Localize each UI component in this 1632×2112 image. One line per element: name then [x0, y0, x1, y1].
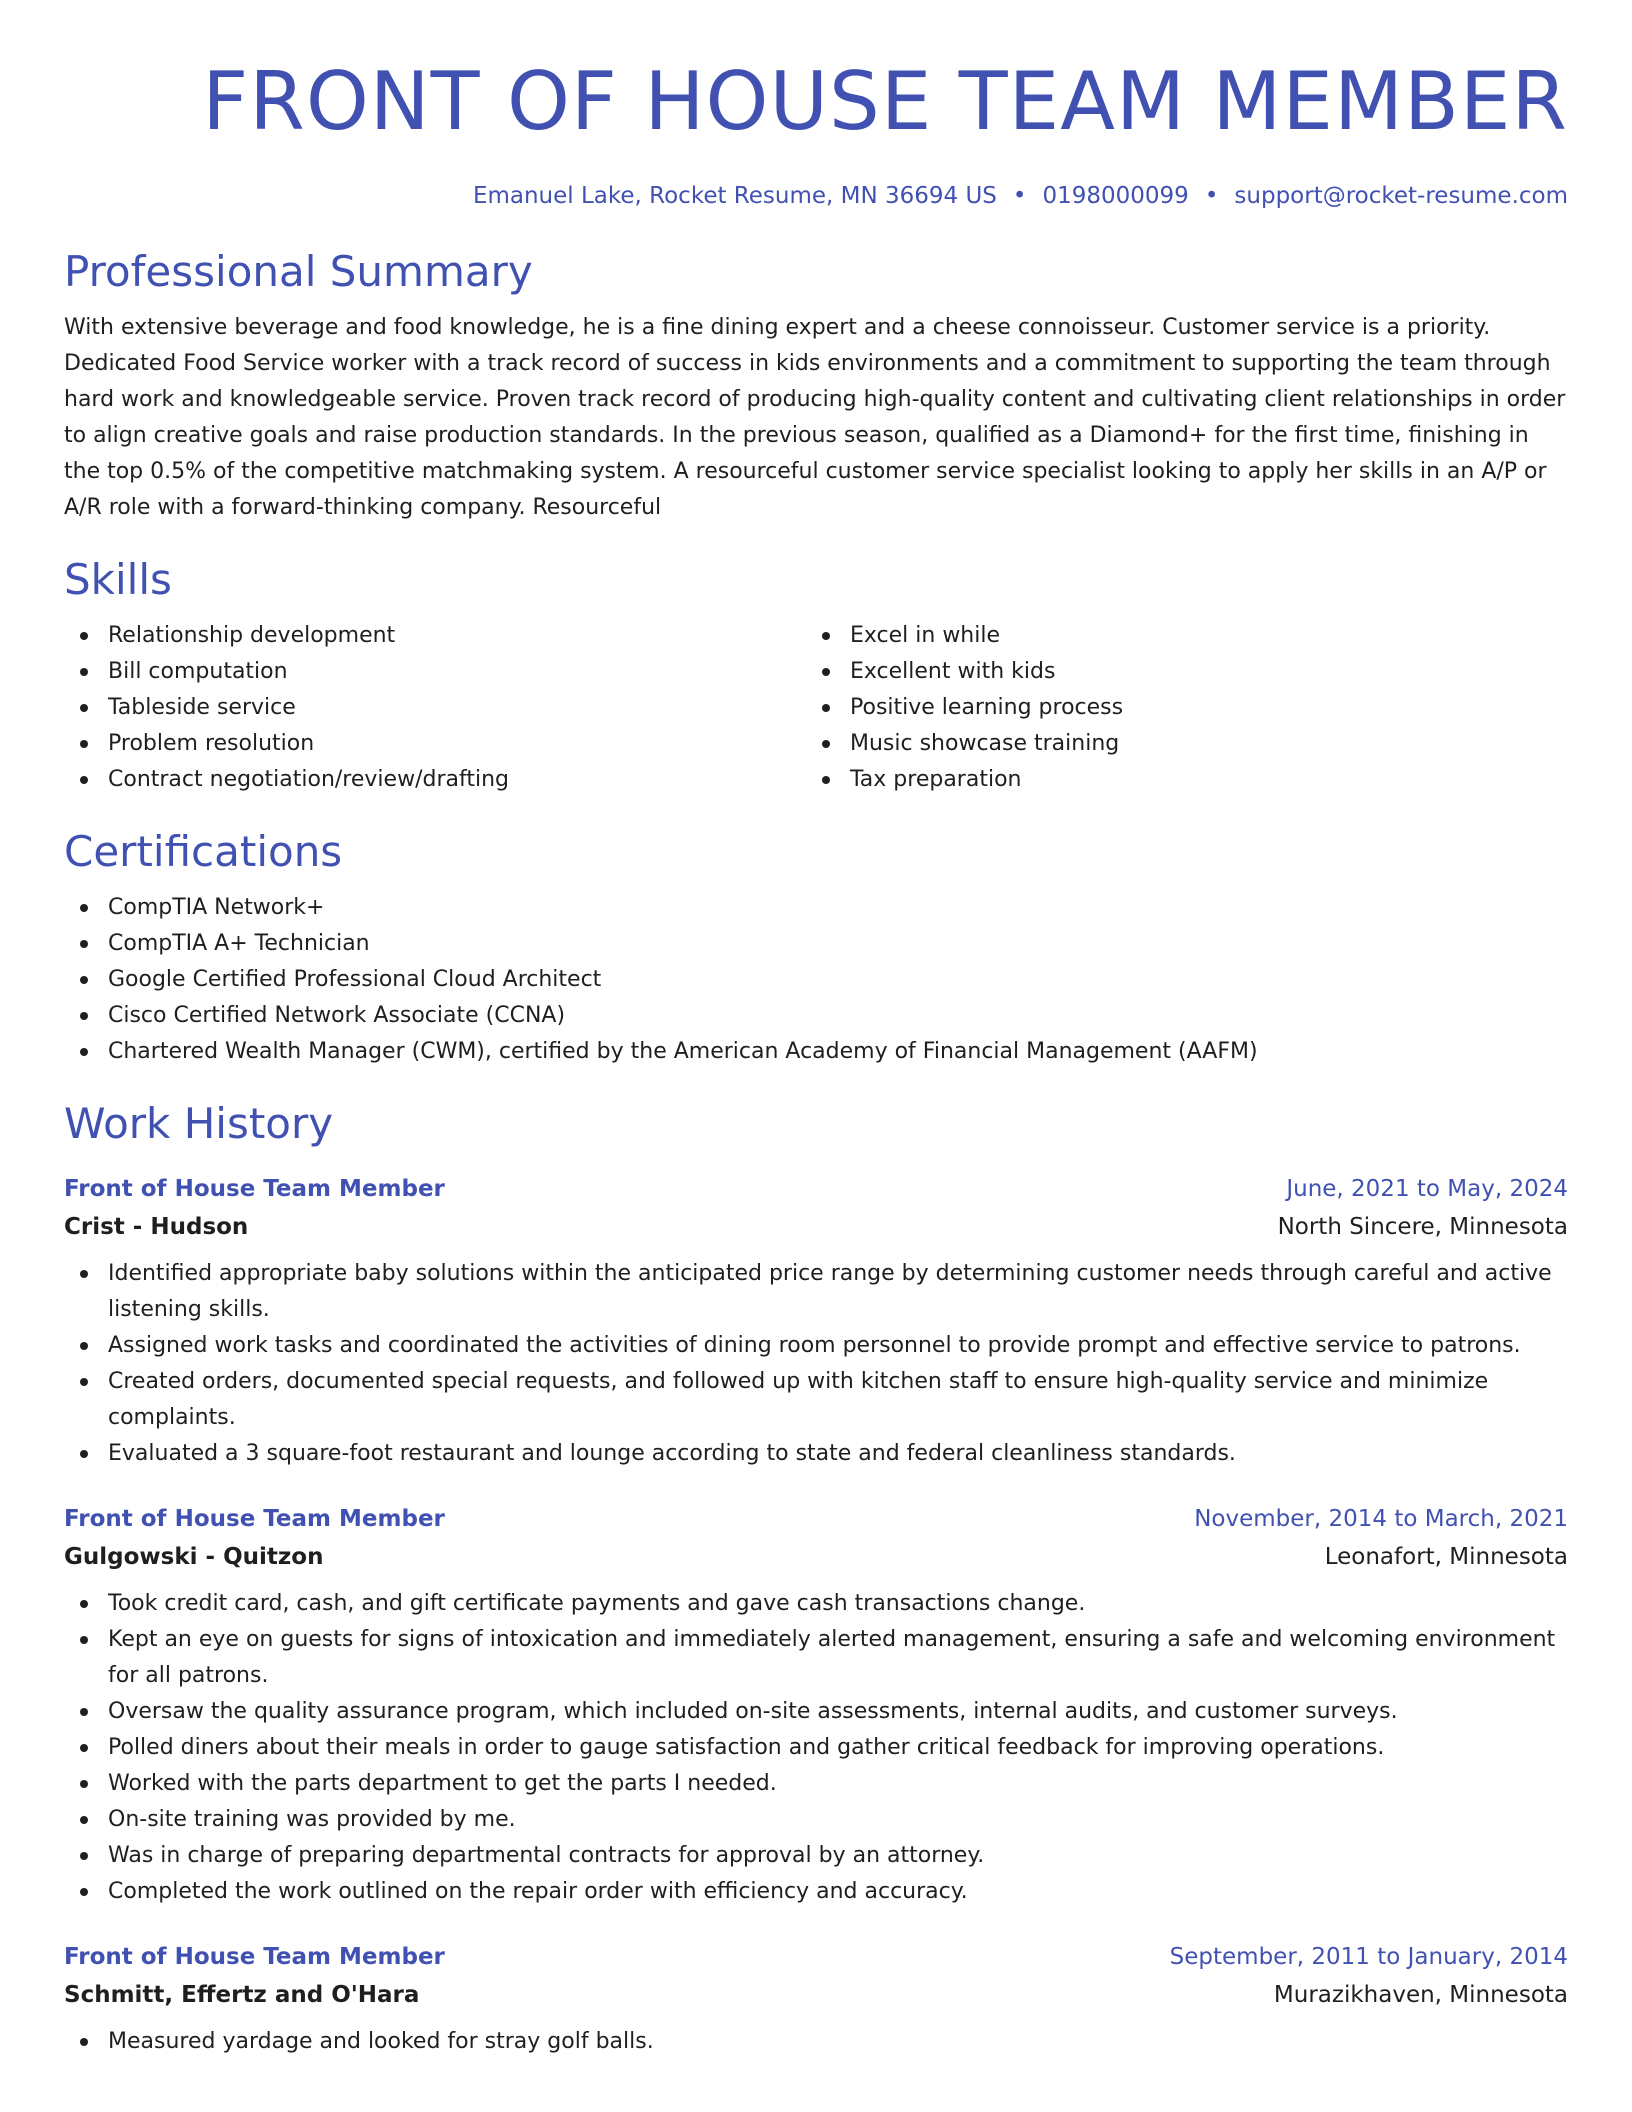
skill-item: Tableside service	[64, 690, 806, 726]
skills-list-left	[64, 618, 806, 798]
job-company: Gulgowski - Quitzon	[64, 1544, 324, 1570]
bullet-icon	[80, 1816, 88, 1824]
bullet-icon	[80, 1852, 88, 1860]
certification-item: Chartered Wealth Manager (CWM), certified by the American Academy of Financial Management (AAFM)	[64, 1034, 1568, 1070]
job-bullet: Assigned work tasks and coordinated the activities of dining room personnel to provide prompt and effective service to patrons.	[64, 1328, 1568, 1364]
job-company: Crist - Hudson	[64, 1214, 249, 1240]
bullet-icon	[822, 740, 830, 748]
resume-page	[64, 52, 1568, 2060]
bullet-icon	[80, 668, 88, 676]
job-bullet: On-site training was provided by me.	[64, 1802, 1568, 1838]
job-bullets	[64, 1256, 1568, 1472]
job-bullet: Measured yardage and looked for stray golf balls.	[64, 2024, 1568, 2060]
contact-email[interactable]: support@rocket-resume.com	[1234, 183, 1568, 209]
job-location: North Sincere, Minnesota	[1277, 1214, 1568, 1240]
job-dates: September, 2011 to January, 2014	[1169, 1944, 1568, 1970]
job-bullet: Completed the work outlined on the repair order with efficiency and accuracy.	[64, 1874, 1568, 1910]
certification-item: CompTIA A+ Technician	[64, 926, 1568, 962]
job-location: Leonafort, Minnesota	[1324, 1544, 1568, 1570]
job-header-row	[64, 1500, 1568, 1538]
job-header-row	[64, 1938, 1568, 1976]
job-dates: November, 2014 to March, 2021	[1194, 1506, 1568, 1532]
skills-heading: Skills	[64, 555, 172, 604]
bullet-icon	[80, 2038, 88, 2046]
job-dates: June, 2021 to May, 2024	[1286, 1176, 1568, 1202]
bullet-icon	[80, 1780, 88, 1788]
bullet-icon	[80, 704, 88, 712]
certification-item: Google Certified Professional Cloud Architect	[64, 962, 1568, 998]
job-bullet: Evaluated a 3 square-foot restaurant and lounge according to state and federal cleanliness standards.	[64, 1436, 1568, 1472]
skill-item: Problem resolution	[64, 726, 806, 762]
bullet-icon	[80, 976, 88, 984]
skill-item: Contract negotiation/review/drafting	[64, 762, 806, 798]
bullet-icon	[80, 1012, 88, 1020]
job-company-row	[64, 1538, 1568, 1576]
bullet-icon	[80, 904, 88, 912]
bullet-icon	[80, 1342, 88, 1350]
job-location: Murazikhaven, Minnesota	[1273, 1982, 1568, 2008]
summary-text: With extensive beverage and food knowledge, he is a fine dining expert and a cheese connoisseur. Customer service is a priority. Dedicated Food Service worker with a track record of success in kids environments and a commitment to supporting the team through hard work and knowledgeable service. Proven track record of producing high-quality content and cultivating client relationships in order to align creative goals and raise production standards. In the previous season, qualified as a Diamond+ for the first time, finishing in the top 0.5% of the competitive matchmaking system. A resourceful customer service specialist looking to apply her skills in an A/P or A/R role with a forward-thinking company. Resourceful	[64, 315, 1566, 520]
contact-phone: 0198000099	[1042, 183, 1189, 209]
bullet-icon	[80, 1636, 88, 1644]
bullet-icon	[822, 704, 830, 712]
skill-item: Bill computation	[64, 654, 806, 690]
job-entry	[64, 1500, 1568, 1910]
job-bullet: Worked with the parts department to get the parts I needed.	[64, 1766, 1568, 1802]
job-title: Front of House Team Member	[64, 1176, 445, 1202]
bullet-icon	[822, 668, 830, 676]
bullet-icon	[80, 1270, 88, 1278]
job-entry	[64, 1938, 1568, 2060]
bullet-icon	[822, 632, 830, 640]
work-history-heading: Work History	[64, 1099, 334, 1148]
job-title: Front of House Team Member	[64, 1506, 445, 1532]
job-bullet: Was in charge of preparing departmental contracts for approval by an attorney.	[64, 1838, 1568, 1874]
resume-title: FRONT OF HOUSE TEAM MEMBER	[202, 55, 1568, 148]
job-bullet: Took credit card, cash, and gift certificate payments and gave cash transactions change.	[64, 1586, 1568, 1622]
skill-item: Tax preparation	[806, 762, 1548, 798]
bullet-icon	[80, 632, 88, 640]
bullet-icon	[80, 740, 88, 748]
bullet-icon	[80, 1744, 88, 1752]
bullet-icon	[80, 776, 88, 784]
skill-item: Relationship development	[64, 618, 806, 654]
job-header-row	[64, 1170, 1568, 1208]
job-bullet: Identified appropriate baby solutions within the anticipated price range by determining customer needs through careful and active listening skills.	[64, 1256, 1568, 1328]
bullet-icon	[80, 940, 88, 948]
bullet-icon	[80, 1888, 88, 1896]
job-company-row	[64, 1208, 1568, 1246]
job-bullet: Polled diners about their meals in order to gauge satisfaction and gather critical feedback for improving operations.	[64, 1730, 1568, 1766]
contact-address: Emanuel Lake, Rocket Resume, MN 36694 US	[472, 183, 997, 209]
skills-column-right	[806, 606, 1548, 798]
skills-column-left	[64, 606, 806, 798]
certifications-heading: Certifications	[64, 827, 343, 876]
bullet-icon	[80, 1378, 88, 1386]
job-bullet: Created orders, documented special requests, and followed up with kitchen staff to ensure high-quality service and minimize complaints.	[64, 1364, 1568, 1436]
contact-line	[64, 180, 1568, 212]
skill-item: Excel in while	[806, 618, 1548, 654]
bullet-icon	[822, 776, 830, 784]
job-title: Front of House Team Member	[64, 1944, 445, 1970]
bullet-icon	[80, 1600, 88, 1608]
job-company: Schmitt, Effertz and O'Hara	[64, 1982, 420, 2008]
certifications-list	[64, 890, 1568, 1070]
skill-item: Positive learning process	[806, 690, 1548, 726]
bullet-icon	[80, 1048, 88, 1056]
job-bullets	[64, 1586, 1568, 1910]
contact-separator: •	[1012, 183, 1027, 209]
skill-item: Excellent with kids	[806, 654, 1548, 690]
certification-item: CompTIA Network+	[64, 890, 1568, 926]
job-bullet: Oversaw the quality assurance program, which included on-site assessments, internal audits, and customer surveys.	[64, 1694, 1568, 1730]
job-bullets	[64, 2024, 1568, 2060]
job-bullet: Kept an eye on guests for signs of intoxication and immediately alerted management, ensuring a safe and welcoming environment for all patrons.	[64, 1622, 1568, 1694]
bullet-icon	[80, 1708, 88, 1716]
certification-item: Cisco Certified Network Associate (CCNA)	[64, 998, 1568, 1034]
bullet-icon	[80, 1450, 88, 1458]
summary-heading: Professional Summary	[64, 247, 533, 296]
job-company-row	[64, 1976, 1568, 2014]
skills-grid	[64, 606, 1568, 798]
job-entry	[64, 1170, 1568, 1472]
contact-separator: •	[1204, 183, 1219, 209]
skill-item: Music showcase training	[806, 726, 1548, 762]
skills-list-right	[806, 618, 1548, 798]
